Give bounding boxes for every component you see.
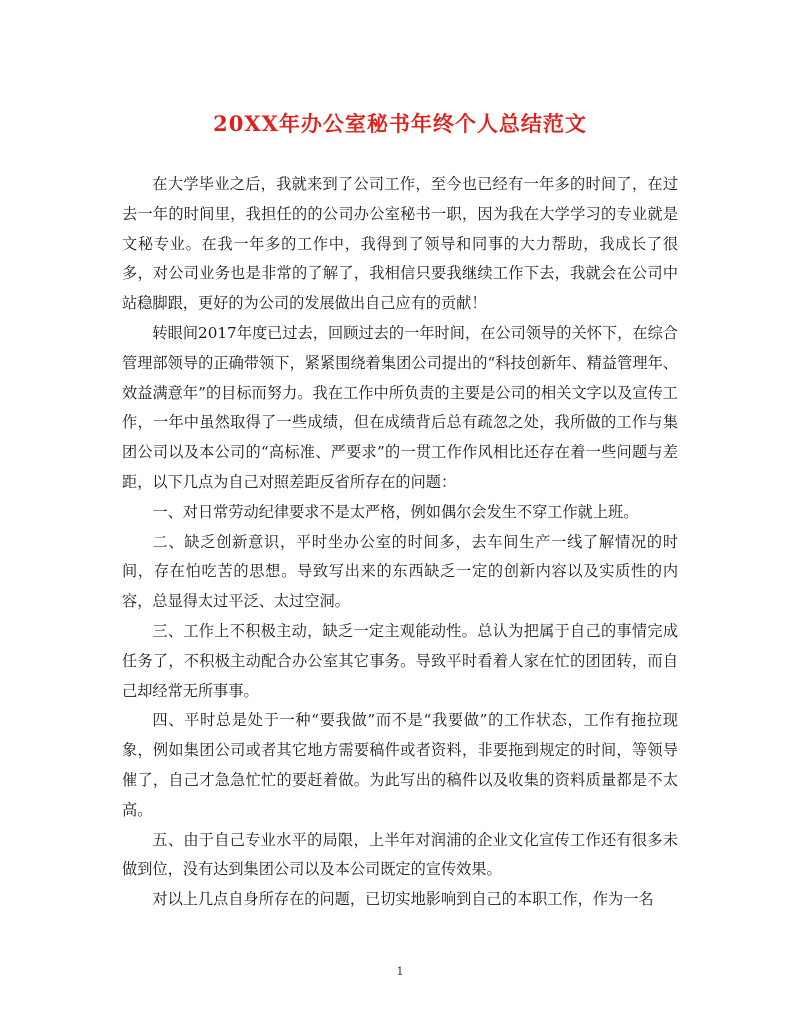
paragraph: 四、平时总是处于一种“要我做”而不是“我要做”的工作状态，工作有拖拉现象，例如集团公司或者其它地方需要稿件或者资料，非要拖到规定的时间，等领导催了，自己才急急忙忙的要赶着做。为此写出的稿件以及收集的资料质量都是不太高。 [122, 711, 678, 819]
page-number: 1 [396, 965, 404, 978]
paragraph: 在大学毕业之后，我就来到了公司工作，至今也已经有一年多的时间了，在过去一年的时间里，我担任的的公司办公室秘书一职，因为我在大学学习的专业就是文秘专业。在我一年多的工作中，我得到了领导和同事的大力帮助，我成长了很多，对公司业务也是非常的了解了，我相信只要我继续工作下去，我就会在公司中站稳脚跟，更好的为公司的发展做出自己应有的贡献！ [122, 175, 678, 313]
paragraph: 三、工作上不积极主动，缺乏一定主观能动性。总认为把属于自己的事情完成任务了，不积极主动配合办公室其它事务。导致平时看着人家在忙的团团转，而自己却经常无所事事。 [122, 621, 678, 700]
document-title: 20XX年办公室秘书年终个人总结范文 [213, 111, 587, 136]
paragraph: 一、对日常劳动纪律要求不是太严格，例如偶尔会发生不穿工作就上班。 [152, 502, 639, 521]
paragraph: 对以上几点自身所存在的问题，已切实地影响到自己的本职工作，作为一名 [152, 890, 654, 909]
paragraph: 转眼间2017年度已过去，回顾过去的一年时间，在公司领导的关怀下，在综合管理部领导的正确带领下，紧紧围绕着集团公司提出的“科技创新年、精益管理年、效益满意年”的目标而努力。我在工作中所负责的主要是公司的相关文字以及宣传工作，一年中虽然取得了一些成绩，但在成绩背后总有疏忽之处，我所做的工作与集团公司以及本公司的“高标准、严要求”的一贯工作作风相比还存在着一些问题与差距，以下几点为自己对照差距反省所存在的问题： [122, 323, 678, 491]
document-body [122, 170, 678, 915]
paragraph: 五、由于自己专业水平的局限，上半年对润浦的企业文化宣传工作还有很多未做到位，没有达到集团公司以及本公司既定的宣传效果。 [122, 830, 678, 879]
paragraph: 二、缺乏创新意识，平时坐办公室的时间多，去车间生产一线了解情况的时间，存在怕吃苦的思想。导致写出来的东西缺乏一定的创新内容以及实质性的内容，总显得太过平泛、太过空洞。 [122, 532, 678, 611]
